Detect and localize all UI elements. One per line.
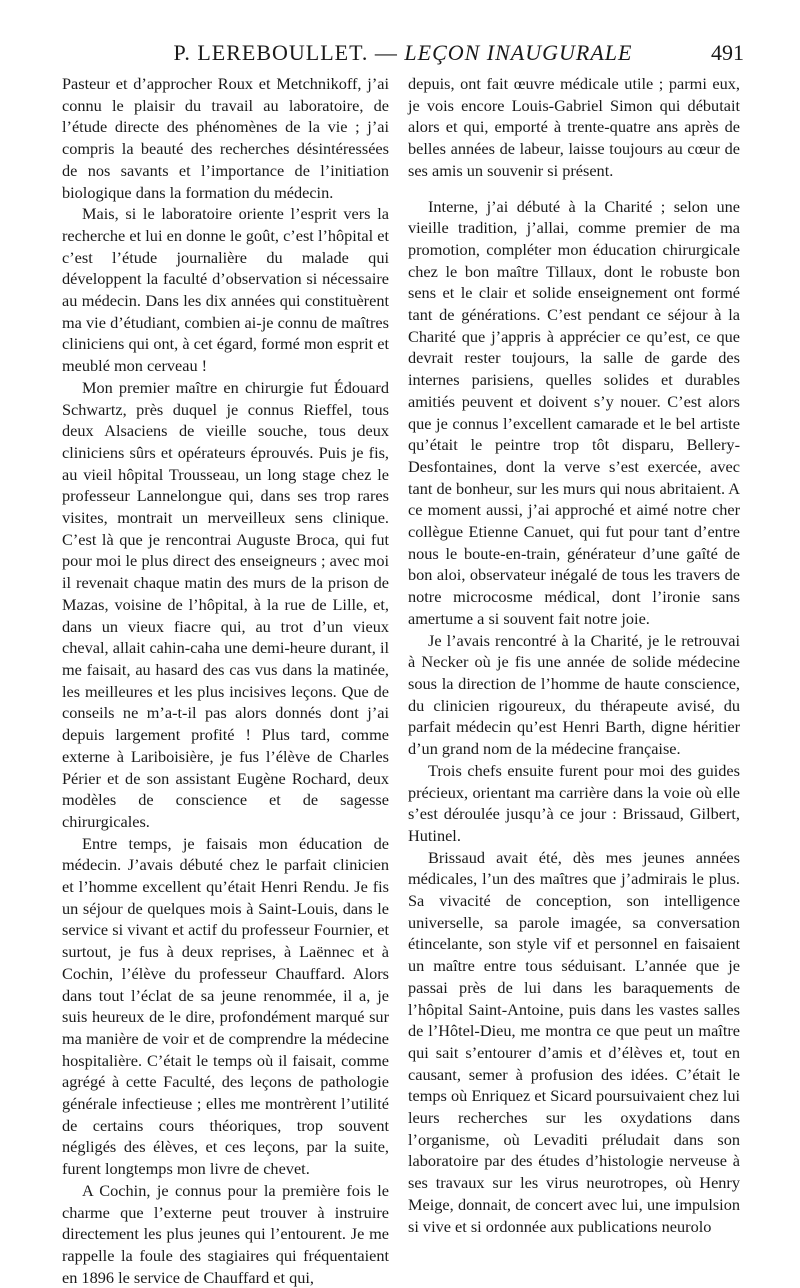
header-lesson-title: LEÇON INAUGURALE [404,40,633,65]
paragraph: Mon premier maître en chirurgie fut Édouard Schwartz, près duquel je connus Rieffel, tous deux Alsaciens de vieille souche, tous deux cliniciens sûrs et opérateurs éprouvés. Puis je fis, au vieil hôpital Trousseau, un long stage chez le professeur Lannelongue qui, dans ses trop rares visites, montrait un merveilleux sens clinique. C’est là que je rencontrai Auguste Broca, qui fut pour moi le plus direct des enseigneurs ; avec moi il revenait chaque matin des murs de la prison de Mazas, voisine de l’hôpital, à la rue de Lille, et, dans un vieux fiacre qui, au trot d’un vieux cheval, allait cahin-caha une demi-heure durant, il me faisait, au hasard des cas vus dans la matinée, les meilleures et les plus incisives leçons. Que de conseils ne m’a-t-il pas alors donnés dont j’ai depuis largement profité ! Plus tard, comme externe à Lariboisière, je fus l’élève de Charles Périer et de son assistant Eugène Rochard, deux modèles de conscience et de sagesse chirurgicales. [62,377,389,831]
paragraph: Entre temps, je faisais mon éducation de médecin. J’avais débuté chez le parfait clinicien et l’homme excellent qu’était Henri Rendu. Je fis un séjour de quelques mois à Saint-Louis, dans le service si vivant et actif du professeur Fournier, et surtout, je fus à deux reprises, à Laënnec et à Cochin, l’élève du professeur Chauffard. Alors dans tout l’éclat de sa jeune renommée, il a, je suis heureux de le dire, profondément marqué sur ma manière de voir et de comprendre la médecine hospitalière. C’était le temps où il faisait, comme agrégé à cette Faculté, des leçons de pathologie générale infectieuse ; elles me montrèrent l’utilité de certains cours théoriques, trop souvent négligés des élèves, et ces leçons, par la suite, furent longtemps mon livre de chevet. [62,833,389,1179]
paragraph: Interne, j’ai débuté à la Charité ; selon une vieille tradition, j’allai, comme premier de ma promotion, compléter mon éducation chirurgicale chez le bon maître Tillaux, dont le robuste bon sens et le clair et solide enseignement ont formé tant de générations. C’est pendant ce séjour à la Charité que j’appris à apprécier ce qu’est, ce que devrait rester toujours, la salle de garde des internes parisiens, quelles solides et durables amitiés peuvent et doivent s’y nouer. C’est alors que je connus l’excellent camarade et le bel artiste qu’était le peintre trop tôt disparu, Bellery-Desfontaines, dont la verve s’est exercée, avec tant de bonheur, sur les murs qui nous abritaient. A ce moment aussi, j’ai approché et aimé notre cher collègue Etienne Canuet, qui fut pour tant d’entre nous le boute-en-train, générateur d’une gaîté de bon aloi, observateur inégalé de tous les travers de notre microcosme médical, dont l’ironie sans amertume a si souvent fait notre joie. [408,196,740,628]
page-number: 491 [711,40,744,65]
paragraph: Trois chefs ensuite furent pour moi des guides précieux, orientant ma carrière dans la voie où elle s’est déroulée jusqu’à ce jour : Brissaud, Gilbert, Hutinel. [408,760,740,845]
header-author: P. LEREBOULLET. [173,40,369,65]
header-separator: — [374,40,398,65]
paragraph: Mais, si le laboratoire oriente l’esprit vers la recherche et lui en donne le goût, c’est l’hôpital et c’est l’étude journalière du malade qui développent la faculté d’observation si nécessaire au médecin. Dans les dix années qui constituèrent ma vie d’étudiant, combien ai-je connu de maîtres cliniciens qui ont, à cet égard, formé mon esprit et meublé mon cerveau ! [62,204,389,376]
left-column [62,73,389,1288]
paragraph: depuis, ont fait œuvre médicale utile ; parmi eux, je vois encore Louis-Gabriel Simon qui débutait alors et qui, emporté à trente-quatre ans après de belles années de labeur, laisse toujours au cœur de ses amis un souvenir si présent. [408,74,740,180]
paragraph: Je l’avais rencontré à la Charité, je le retrouvai à Necker où je fis une année de solide médecine sous la direction de l’homme de haute conscience, du clinicien rigoureux, du thérapeute avisé, du parfait médecin qu’est Henri Barth, digne héritier d’un grand nom de la médecine française. [408,630,740,759]
paragraph: A Cochin, je connus pour la première fois le charme que l’externe peut trouver à instruire directement les plus jeunes qui l’entourent. Je me rappelle la foule des stagiaires qui fréquentaient en 1896 le service de Chauffard et qui, [62,1180,389,1287]
running-header [62,40,744,70]
paragraph: Brissaud avait été, dès mes jeunes années médicales, l’un des maîtres que j’admirais le plus. Sa vivacité de conception, son intelligence universelle, sa parole imagée, sa conversation étincelante, son style vif et personnel en faisaient un maître entre tous séduisant. L’année que je passai près de lui dans les baraquements de l’hôpital Saint-Antoine, puis dans les vastes salles de l’Hôtel-Dieu, me montra ce que peut un maître qui sait s’entourer d’amis et d’élèves et, tout en causant, semer à profusion des idées. C’était le temps où Enriquez et Sicard poursuivaient chez lui leurs recherches sur les oxydations dans l’organisme, où Levaditi préludait dans son laboratoire par des études d’histologie nerveuse à ses travaux sur les virus neurotropes, où Henry Meige, donnait, de concert avec lui, une impulsion si vive et si ordonnée aux publications neurolo [408,847,740,1236]
right-column [408,73,740,1237]
paragraph: Pasteur et d’approcher Roux et Metchnikoff, j’ai connu le plaisir du travail au laboratoire, de l’étude directe des phénomènes de la vie ; j’ai compris la beauté des recherches désintéressées de nos savants et l’importance de l’initiation biologique dans la formation du médecin. [62,74,389,202]
header-title [62,40,744,66]
